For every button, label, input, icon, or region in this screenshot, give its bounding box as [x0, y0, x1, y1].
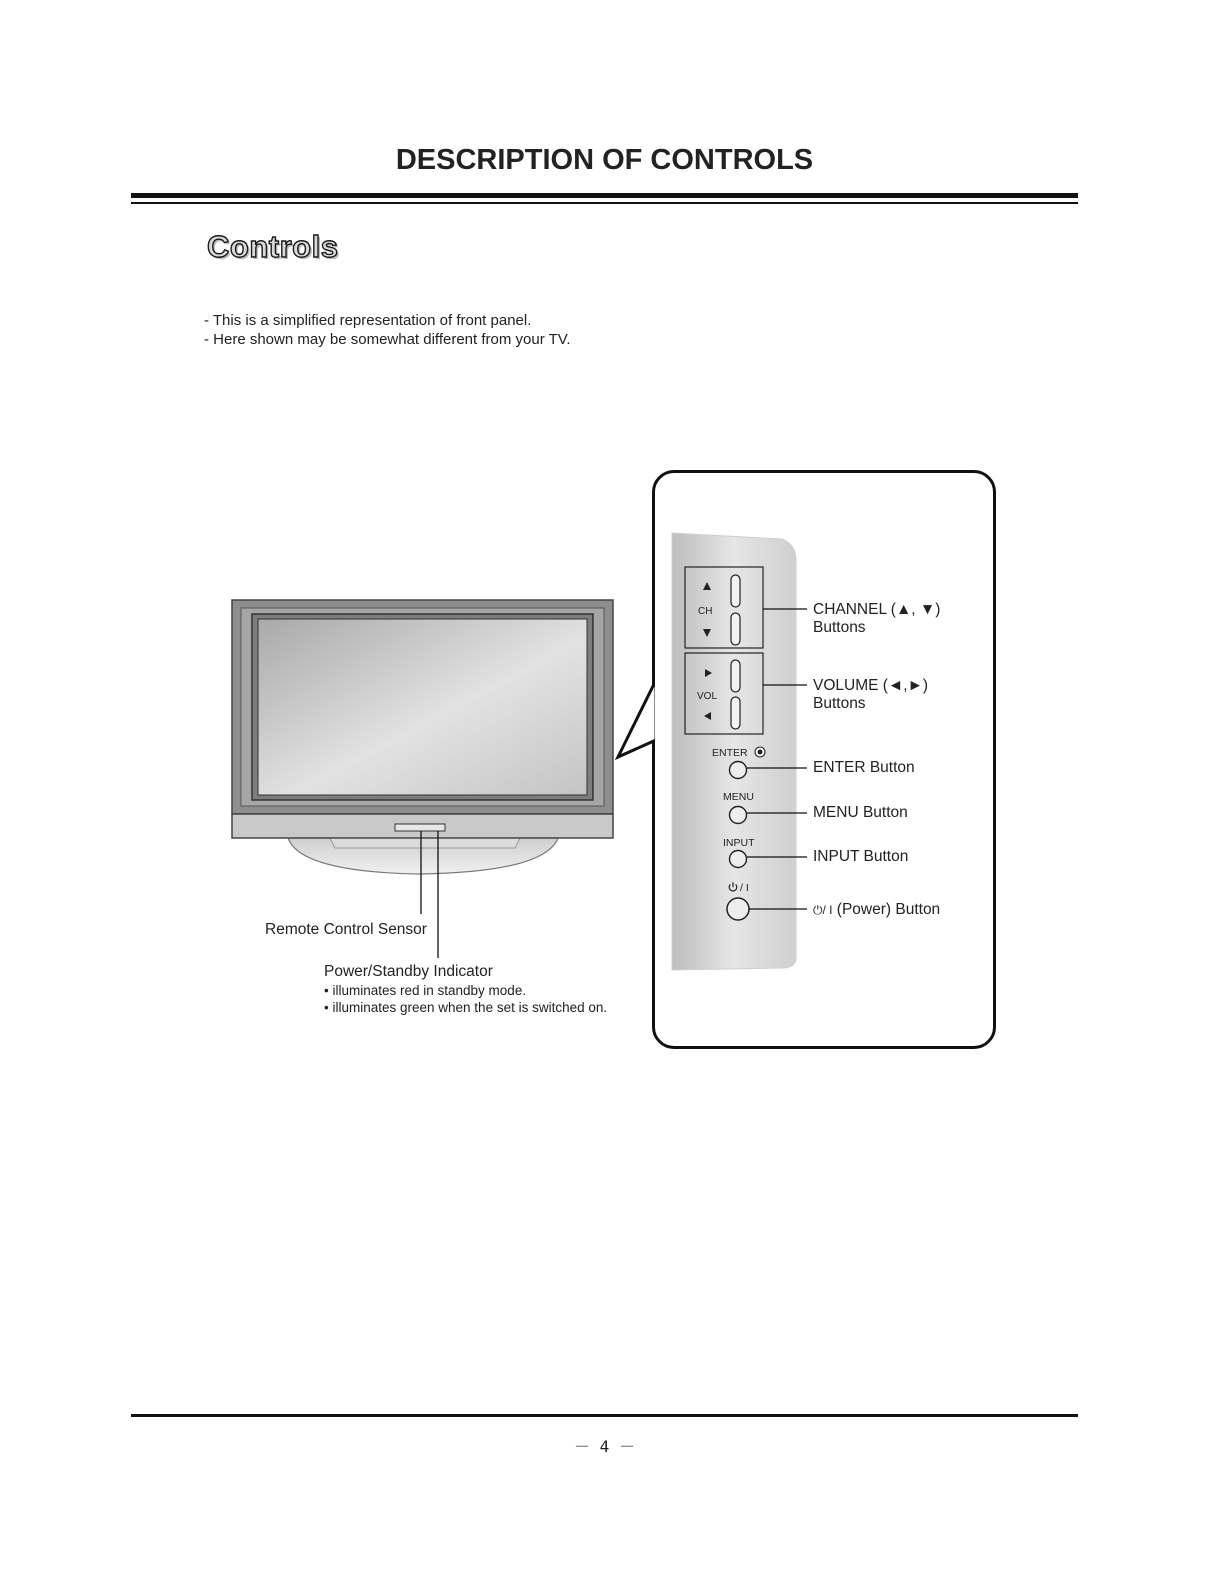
menu-button-label: MENU Button	[813, 804, 908, 821]
power-button	[727, 898, 749, 920]
footer-rule	[131, 1414, 1078, 1417]
page-title: DESCRIPTION OF CONTROLS	[395, 144, 814, 176]
section-title: Controls	[207, 229, 339, 264]
indicator-note-1: • illuminates red in standby mode.	[324, 983, 527, 998]
remote-sensor-window	[395, 824, 445, 831]
channel-up-button	[731, 575, 740, 607]
volume-label-line-2: Buttons	[813, 695, 866, 712]
tv-screen	[258, 619, 587, 795]
callout-pointer	[618, 680, 656, 757]
volume-down-button	[731, 697, 740, 729]
remote-control-sensor-label: Remote Control Sensor	[265, 921, 427, 938]
page-number: － 4 －	[574, 1437, 635, 1456]
input-button	[730, 851, 747, 868]
channel-label-line-1: CHANNEL (▲, ▼)	[813, 601, 941, 618]
enter-text: ENTER	[712, 747, 748, 759]
power-text: / I	[740, 882, 749, 894]
enter-button-label: ENTER Button	[813, 759, 915, 776]
enter-button	[730, 762, 747, 779]
indicator-note-2: • illuminates green when the set is switched on.	[324, 1000, 608, 1015]
volume-label-line-1: VOLUME (◄,►)	[813, 677, 929, 694]
channel-label-line-2: Buttons	[813, 619, 866, 636]
volume-up-button	[731, 660, 740, 692]
ch-text: CH	[698, 606, 713, 617]
power-symbol: ⏻/ I	[813, 903, 833, 917]
note-line-2: - Here shown may be somewhat different from your TV.	[204, 331, 571, 348]
power-button-label-text: (Power) Button	[832, 901, 941, 918]
menu-button	[730, 807, 747, 824]
channel-down-button	[731, 613, 740, 645]
input-button-label: INPUT Button	[813, 848, 909, 865]
vol-text: VOL	[697, 691, 718, 702]
note-line-1: - This is a simplified representation of front panel.	[204, 312, 532, 329]
input-text: INPUT	[723, 837, 755, 849]
power-button-label	[813, 901, 940, 919]
power-standby-indicator-label: Power/Standby Indicator	[324, 963, 493, 980]
menu-text: MENU	[723, 791, 754, 803]
